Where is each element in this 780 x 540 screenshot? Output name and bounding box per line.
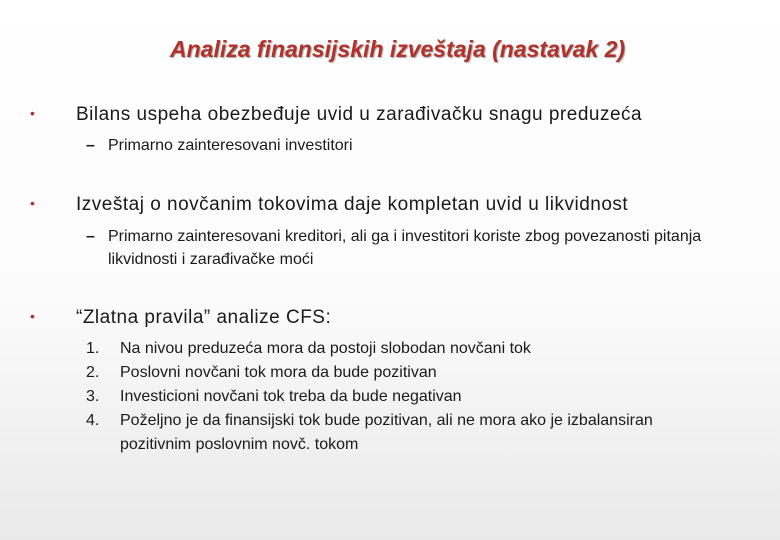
bullet-item-golden-rules [30, 307, 331, 329]
dash-icon: – [86, 137, 95, 154]
list-item-text: Investicioni novčani tok treba da bude negativan [120, 388, 462, 405]
list-number: 1. [86, 340, 100, 357]
list-item-text: Poslovni novčani tok mora da bude pozitivan [120, 364, 437, 381]
sub-bullet-investors [86, 134, 708, 157]
list-item-text: Poželjno je da finansijski tok bude pozitivan, ali ne mora ako je izbalansiran pozitivnim poslovnim novč. tokom [120, 412, 653, 453]
bullet-item-cash-flow [30, 194, 628, 216]
list-item [86, 385, 690, 409]
bullet-icon: • [30, 195, 36, 211]
list-item [86, 361, 690, 385]
dash-icon: – [86, 228, 95, 245]
sub-bullet-text: Primarno zainteresovani kreditori, ali ga i investitori koriste zbog povezanosti pitanja likvidnosti i zarađivačke moći [108, 228, 702, 268]
sub-bullet-creditors [86, 225, 708, 271]
list-item [86, 337, 690, 361]
numbered-list [86, 337, 690, 457]
list-number: 3. [86, 388, 100, 405]
sub-bullet-text: Primarno zainteresovani investitori [108, 137, 353, 154]
bullet-text: Bilans uspeha obezbeđuje uvid u zarađivačku snagu preduzeća [76, 104, 643, 125]
slide-title: Analiza finansijskih izveštaja (nastavak 2) [170, 36, 626, 62]
list-number: 2. [86, 364, 100, 381]
bullet-icon: • [30, 105, 36, 121]
list-item-text: Na nivou preduzeća mora da postoji slobodan novčani tok [120, 340, 531, 357]
bullet-text: “Zlatna pravila” analize CFS: [76, 307, 332, 328]
list-number: 4. [86, 412, 100, 429]
bullet-text: Izveštaj o novčanim tokovima daje kompletan uvid u likvidnost [76, 194, 629, 215]
bullet-icon: • [30, 308, 36, 324]
list-item [86, 409, 690, 457]
bullet-item-income-statement [30, 104, 642, 126]
